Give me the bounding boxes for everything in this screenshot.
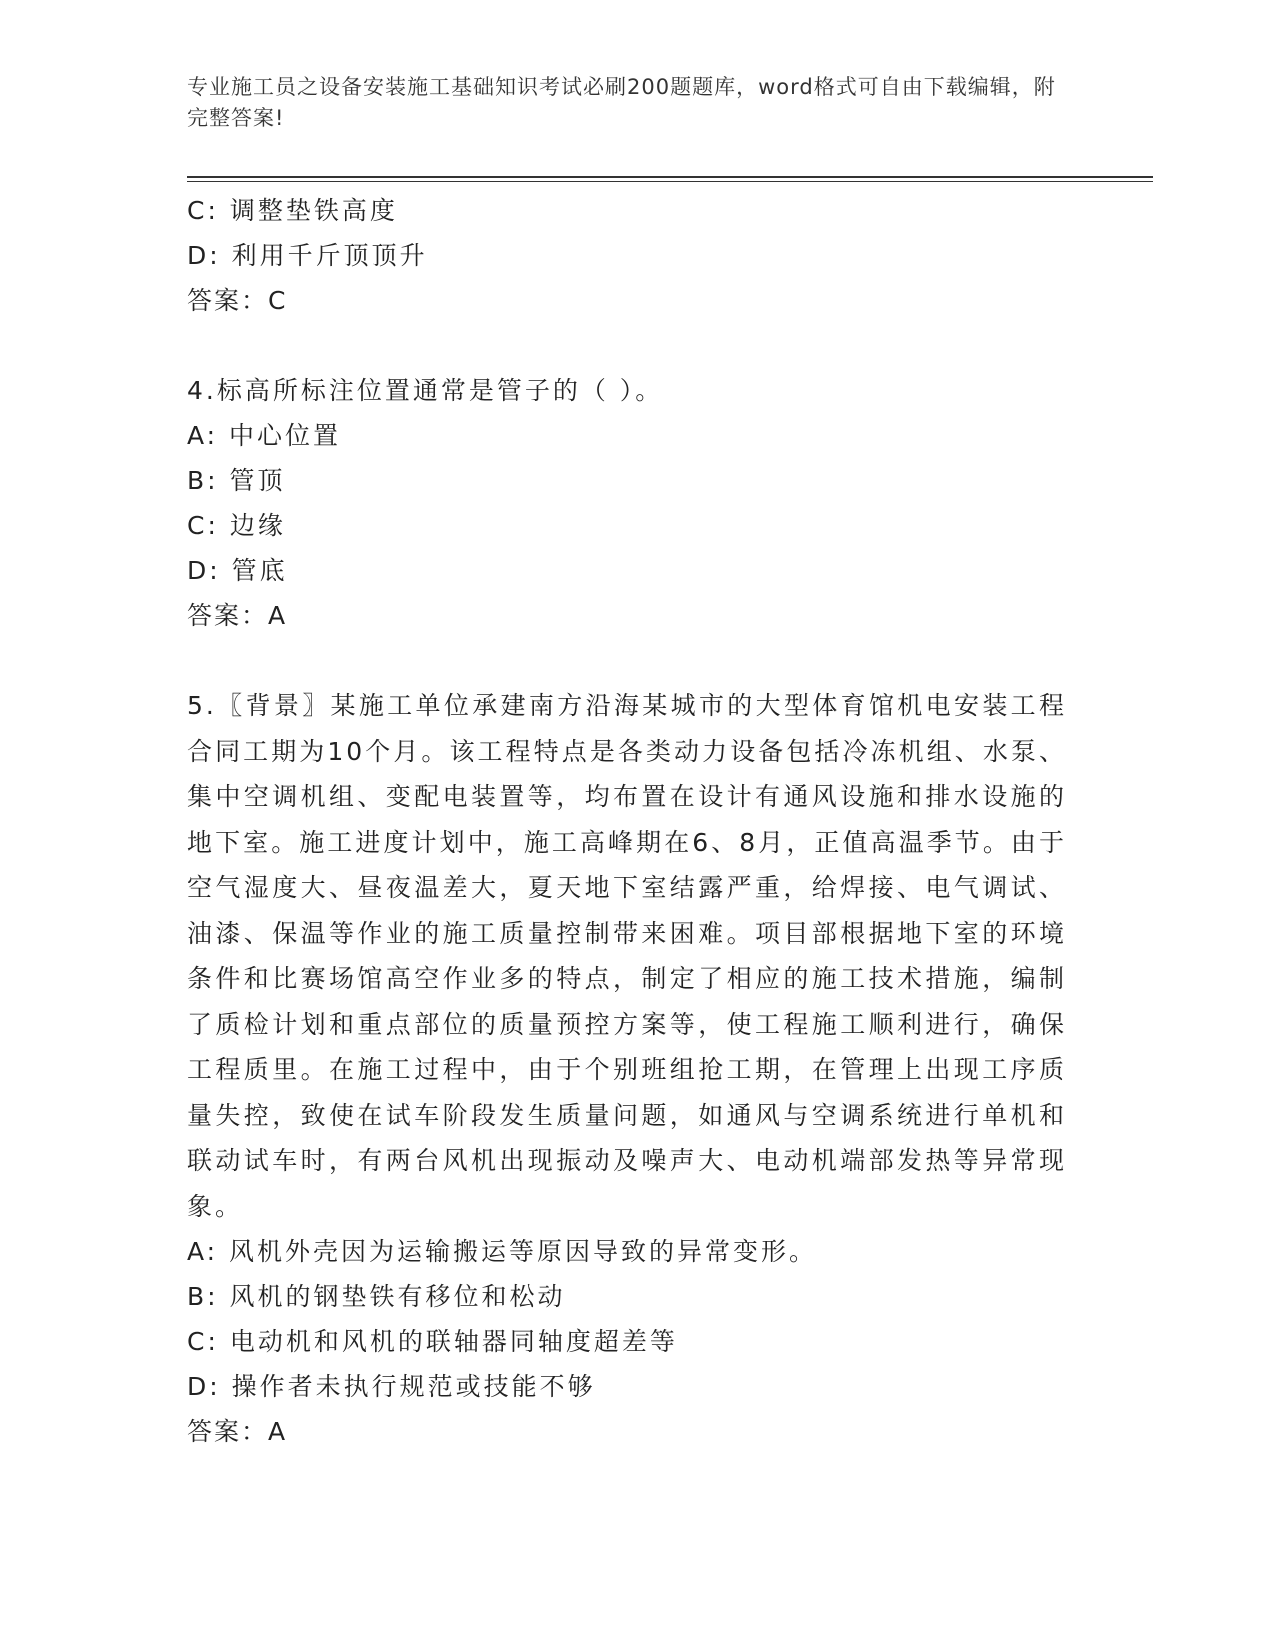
q5-option-b: B: 风机的钢垫铁有移位和松动 — [187, 1282, 566, 1311]
q4-option-a: A: 中心位置 — [187, 421, 342, 450]
q3-option-c: C: 调整垫铁高度 — [187, 196, 398, 225]
q5-option-a: A: 风机外壳因为运输搬运等原因导致的异常变形。 — [187, 1237, 818, 1266]
q3-answer: 答案：C — [187, 286, 288, 315]
q4-question: 4.标高所标注位置通常是管子的（ ）。 — [187, 376, 664, 405]
q5-answer: 答案：A — [187, 1417, 288, 1446]
spacer — [187, 638, 1087, 683]
q4-option-d: D: 管底 — [187, 556, 288, 585]
header-rule-thick — [187, 176, 1153, 178]
q5-question: 5.〖背景〗某施工单位承建南方沿海某城市的大型体育馆机电安装工程合同工期为10个月。该工程特点是各类动力设备包括冷冻机组、水泵、集中空调机组、变配电装置等，均布置在设计有通风设施和排水设施的地下室。施工进度计划中，施工高峰期在6、8月，正值高温季节。由于空气湿度大、昼夜温差大，夏天地下室结露严重，给焊接、电气调试、油漆、保温等作业的施工质量控制带来困难。项目部根据地下室的环境条件和比赛场馆高空作业多的特点，制定了相应的施工技术措施，编制了质检计划和重点部位的质量预控方案等，使工程施工顺利进行，确保工程质里。在施工过程中，由于个别班组抢工期，在管理上出现工序质量失控，致使在试车阶段发生质量问题，如通风与空调系统进行单机和联动试车时，有两台风机出现振动及噪声大、电动机端部发热等异常现象。 — [187, 691, 1067, 1221]
q4-option-b: B: 管顶 — [187, 466, 286, 495]
q5-option-c: C: 电动机和风机的联轴器同轴度超差等 — [187, 1327, 678, 1356]
document-header: 专业施工员之设备安装施工基础知识考试必刷200题题库，word格式可自由下载编辑，附完整答案! — [187, 75, 1056, 130]
document-body — [187, 188, 1087, 1454]
q4-answer: 答案：A — [187, 601, 288, 630]
q4-option-c: C: 边缘 — [187, 511, 286, 540]
q5-option-d: D: 操作者未执行规范或技能不够 — [187, 1372, 596, 1401]
spacer — [187, 323, 1087, 368]
header-rule-thin — [187, 181, 1153, 182]
q3-option-d: D: 利用千斤顶顶升 — [187, 241, 428, 270]
